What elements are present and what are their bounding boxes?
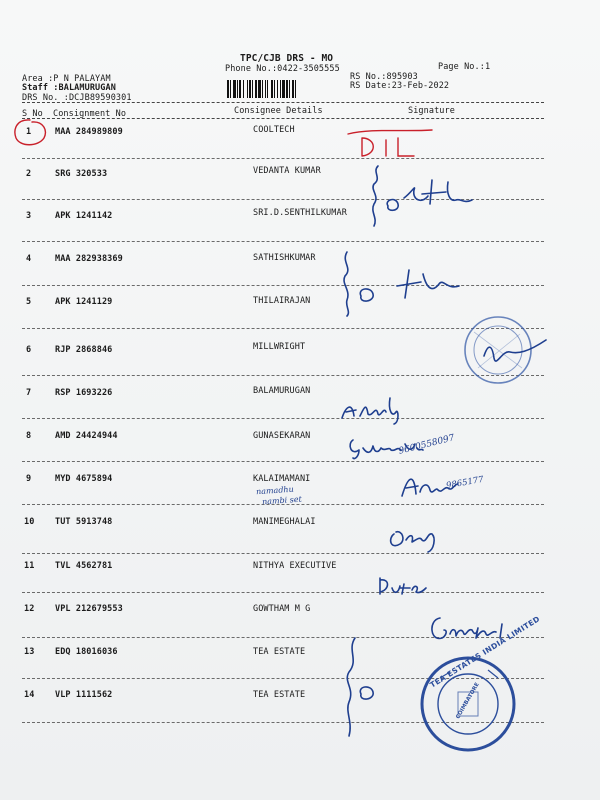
barcode-bar: [292, 80, 294, 98]
sheet-title: TPC/CJB DRS - MO: [240, 53, 334, 64]
staff-label: Staff :BALAMURUGAN: [22, 83, 116, 93]
barcode-bar: [230, 80, 231, 98]
row-divider: [22, 241, 544, 242]
row-consignee: GUNASEKARAN: [253, 431, 311, 441]
row-divider: [22, 553, 544, 554]
barcode-bar: [262, 80, 263, 98]
column-consignment: Consignment No: [53, 109, 127, 119]
row-divider: [22, 418, 544, 419]
row-consignment: TUT 5913748: [55, 517, 113, 527]
barcode-bar: [247, 80, 248, 98]
barcode-bar: [289, 80, 290, 98]
row-consignment: AMD 24424944: [55, 431, 118, 441]
barcode-bar: [227, 80, 229, 98]
row-consignment: RJP 2868846: [55, 345, 113, 355]
row-sno: 1: [26, 127, 32, 137]
barcode-bar: [267, 80, 268, 98]
row-sno: 3: [26, 211, 32, 221]
barcode-bar: [237, 80, 238, 98]
barcode-bar: [255, 80, 257, 98]
row-consignee: TEA ESTATE: [253, 647, 306, 657]
row-sno: 12: [24, 604, 35, 614]
barcode-bar: [282, 80, 285, 98]
row-consignee: MANIMEGHALAI: [253, 517, 316, 527]
barcode-bar: [239, 80, 241, 98]
row-consignee: COOLTECH: [253, 125, 295, 135]
red-circle-mark: [10, 116, 50, 150]
row-consignment: VLP 1111562: [55, 690, 113, 700]
stamp-inner-text: COIMBATORE: [455, 681, 481, 721]
red-dil-mark: [342, 120, 442, 162]
row-sno: 10: [24, 517, 35, 527]
signature-rows-4-5: [335, 248, 475, 318]
row-consignee: VEDANTA KUMAR: [253, 166, 321, 176]
row-consignment: TVL 4562781: [55, 561, 113, 571]
row-sno: 5: [26, 297, 32, 307]
row-divider: [22, 461, 544, 462]
row-consignee: KALAIMAMANI: [253, 474, 311, 484]
barcode-bar: [233, 80, 236, 98]
column-divider: [22, 118, 544, 119]
handwritten-phone-row-9: 9865177: [445, 474, 485, 492]
area-label: Area :P N PALAYAM: [22, 74, 111, 84]
rs-date: RS Date:23-Feb-2022: [350, 81, 450, 91]
phone-number: Phone No.:0422-3505555: [225, 64, 340, 74]
barcode-bar: [243, 80, 244, 98]
row-consignee: GOWTHAM M G: [253, 604, 311, 614]
signature-row-7: [336, 388, 416, 428]
courier-stamp: [454, 310, 554, 390]
row-consignment: SRG 320533: [55, 169, 108, 179]
barcode-bar: [280, 80, 281, 98]
row-consignee: BALAMURUGAN: [253, 386, 311, 396]
handwritten-name-row-9b: nambi set: [261, 494, 303, 507]
row-divider: [22, 158, 544, 159]
row-consignee: SATHISHKUMAR: [253, 253, 316, 263]
row-sno: 13: [24, 647, 35, 657]
row-sno: 7: [26, 388, 32, 398]
row-consignee: NITHYA EXECUTIVE: [253, 561, 337, 571]
row-consignee: THILAIRAJAN: [253, 296, 311, 306]
row-sno: 9: [26, 474, 32, 484]
barcode-bar: [249, 80, 251, 98]
row-consignee: SRI.D.SENTHILKUMAR: [253, 208, 347, 218]
row-consignment: EDQ 18016036: [55, 647, 118, 657]
barcode: [227, 80, 345, 98]
handwritten-name-row-9a: namadhu: [255, 484, 294, 497]
signature-row-10: [384, 516, 454, 556]
row-sno: 6: [26, 345, 32, 355]
barcode-bar: [258, 80, 261, 98]
barcode-bar: [286, 80, 288, 98]
handwritten-phone-row-8: 9600558097: [397, 433, 456, 457]
column-consignee: Consignee Details: [234, 106, 323, 116]
row-consignment: MAA 282938369: [55, 254, 123, 264]
row-consignment: APK 1241142: [55, 211, 113, 221]
row-consignee: TEA ESTATE: [253, 690, 306, 700]
column-sno: S No: [22, 109, 43, 119]
row-consignment: APK 1241129: [55, 297, 113, 307]
rs-number: RS No.:895903: [350, 72, 418, 82]
signature-rows-2-3: [360, 160, 480, 230]
header-divider: [22, 102, 544, 103]
row-sno: 4: [26, 254, 32, 264]
column-signature: Signature: [408, 106, 455, 116]
row-sno: 8: [26, 431, 32, 441]
stamp-text: TEA ESTATES INDIA LIMITED: [428, 614, 542, 690]
row-sno: 14: [24, 690, 35, 700]
row-divider: [22, 592, 544, 593]
barcode-bar: [277, 80, 278, 98]
barcode-bar: [252, 80, 253, 98]
barcode-bar: [274, 80, 275, 98]
row-consignment: MYD 4675894: [55, 474, 113, 484]
row-consignment: VPL 212679553: [55, 604, 123, 614]
signature-row-11: [374, 570, 434, 600]
row-sno: 2: [26, 169, 32, 179]
row-sno: 11: [24, 561, 35, 571]
barcode-bar: [271, 80, 273, 98]
row-consignee: MILLWRIGHT: [253, 342, 306, 352]
tea-estates-stamp: [418, 614, 542, 754]
drs-number: DRS No. :DCJB89590301: [22, 93, 132, 103]
row-consignment: MAA 284989809: [55, 127, 123, 137]
barcode-bar: [295, 80, 296, 98]
signature-rows-13-14: [335, 632, 385, 742]
barcode-bar: [265, 80, 266, 98]
page-number: Page No.:1: [438, 62, 491, 72]
row-consignment: RSP 1693226: [55, 388, 113, 398]
